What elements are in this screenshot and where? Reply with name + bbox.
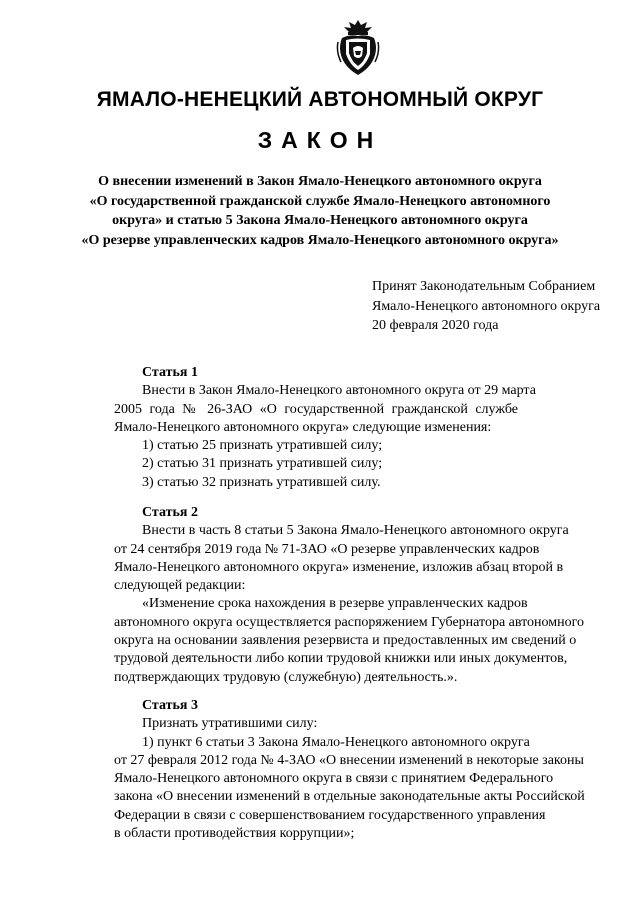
article-line: следующей редакции: bbox=[114, 578, 246, 594]
law-subject-line: «О резерве управленческих кадров Ямало-Ненецкого автономного округа» bbox=[81, 232, 559, 248]
article-heading: Статья 2 bbox=[142, 505, 198, 520]
article-heading: Статья 1 bbox=[142, 365, 198, 380]
law-subject-line: О внесении изменений в Закон Ямало-Ненецкого автономного округа bbox=[98, 174, 542, 189]
article-1 bbox=[114, 364, 536, 492]
article-line: Ямало-Ненецкого автономного округа в связи с принятием Федерального bbox=[114, 771, 554, 787]
law-subject-line: округа» и статью 5 Закона Ямало-Ненецкого автономного округа bbox=[112, 213, 528, 228]
list-item: 1) пункт 6 статьи 3 Закона Ямало-Ненецкого автономного округа bbox=[142, 734, 530, 750]
article-line: Внести в часть 8 статьи 5 Закона Ямало-Ненецкого автономного округа bbox=[142, 523, 569, 539]
law-subject-line: «О государственной гражданской службе Ямало-Ненецкого автономного bbox=[89, 193, 551, 209]
article-line: округа на основании заявления резервиста и предоставленных им сведений о bbox=[114, 633, 577, 649]
region-title: ЯМАЛО-НЕНЕЦКИЙ АВТОНОМНЫЙ ОКРУГ bbox=[96, 88, 544, 111]
adoption-date: 20 февраля 2020 года bbox=[372, 318, 499, 333]
article-line: Ямало-Ненецкого автономного округа» следующие изменения: bbox=[114, 419, 492, 435]
article-line: Ямало-Ненецкого автономного округа» изменение, изложив абзац второй в bbox=[114, 559, 564, 575]
law-title: ЗАКОН bbox=[257, 127, 383, 153]
article-line: Внести в Закон Ямало-Ненецкого автономного округа от 29 марта bbox=[142, 383, 536, 399]
list-item: 1) статью 25 признать утратившей силу; bbox=[142, 438, 383, 454]
article-3 bbox=[114, 697, 585, 843]
article-line: «Изменение срока нахождения в резерве управленческих кадров bbox=[142, 596, 528, 612]
article-line: трудовой деятельности либо копии трудовой книжки или иных документов, bbox=[114, 651, 568, 667]
article-line: автономного округа осуществляется распоряжением Губернатора автономного bbox=[114, 614, 585, 630]
article-line: от 24 сентября 2019 года № 71-ЗАО «О резерве управленческих кадров bbox=[114, 541, 540, 557]
adoption-line: Принят Законодательным Собранием bbox=[372, 279, 596, 294]
article-line: в области противодействия коррупции»; bbox=[114, 826, 355, 842]
article-line: от 27 февраля 2012 года № 4-ЗАО «О внесении изменений в некоторые законы bbox=[114, 752, 584, 768]
adoption-note bbox=[372, 277, 600, 336]
article-2 bbox=[114, 504, 585, 687]
article-line: Признать утратившими силу: bbox=[142, 716, 318, 732]
law-subject bbox=[0, 172, 640, 250]
article-heading: Статья 3 bbox=[142, 698, 198, 713]
list-item: 3) статью 32 признать утратившей силу. bbox=[142, 474, 381, 490]
adoption-line: Ямало-Ненецкого автономного округа bbox=[372, 298, 601, 314]
article-line: Федерации в связи с совершенствованием государственного управления bbox=[114, 807, 546, 823]
article-line: закона «О внесении изменений в отдельные законодательные акты Российской bbox=[114, 789, 585, 805]
article-line: 2005 года № 26-ЗАО «О государственной гражданской службе bbox=[114, 401, 518, 417]
coat-of-arms-icon bbox=[336, 18, 380, 78]
list-item: 2) статью 31 признать утратившей силу; bbox=[142, 456, 383, 472]
article-line: подтверждающих трудовую (служебную) деятельность.». bbox=[114, 669, 458, 685]
